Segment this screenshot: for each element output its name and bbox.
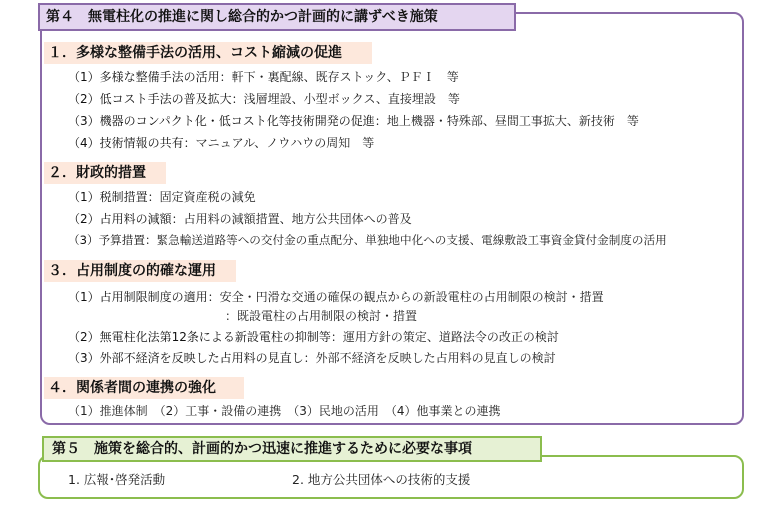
sec1-item-4: （4）技術情報の共有：マニュアル、ノウハウの周知 等 <box>68 136 375 150</box>
sec2-header: ２．財政的措置 <box>44 162 166 184</box>
sec2-item-3: （3）予算措置：緊急輸送道路等への交付金の重点配分、単独地中化への支援、電線敷設工事資金貸付金制度の活用 <box>68 233 667 247</box>
sec3-item-1-cont: ：既設電柱の占用制限の検討・措置 <box>225 309 418 323</box>
section4-title: 第４ 無電柱化の推進に関し総合的かつ計画的に講ずべき施策 <box>38 3 516 31</box>
section5-item-1: 1. 広報･啓発活動 <box>68 472 166 487</box>
sec2-item-1: （1）税制措置：固定資産税の減免 <box>68 190 256 204</box>
sec1-item-2: （2）低コスト手法の普及拡大：浅層埋設、小型ボックス、直接埋設 等 <box>68 92 460 106</box>
section5-item-2: 2. 地方公共団体への技術的支援 <box>292 472 471 487</box>
sec1-item-1: （1）多様な整備手法の活用：軒下・裏配線、既存ストック、ＰＦＩ 等 <box>68 70 459 84</box>
sec3-header: ３．占用制度の的確な運用 <box>44 260 236 282</box>
sec2-item-2: （2）占用料の減額：占用料の減額措置、地方公共団体への普及 <box>68 212 412 226</box>
sec3-item-1: （1）占用制限制度の適用：安全・円滑な交通の確保の観点からの新設電柱の占用制限の検討・措置 <box>68 290 604 304</box>
sec4-line: （1）推進体制 （2）工事・設備の連携 （3）民地の活用 （4）他事業との連携 <box>68 404 501 418</box>
sec4-header: ４．関係者間の連携の強化 <box>44 377 244 399</box>
sec3-item-3: （3）外部不経済を反映した占用料の見直し：外部不経済を反映した占用料の見直しの検討 <box>68 351 556 365</box>
sec1-item-3: （3）機器のコンパクト化・低コスト化等技術開発の促進：地上機器・特殊部、昼間工事拡大、新技術 等 <box>68 114 639 128</box>
sec1-header: １．多様な整備手法の活用、コスト縮減の促進 <box>44 42 372 64</box>
sec3-item-2: （2）無電柱化法第12条による新設電柱の抑制等：運用方針の策定、道路法令の改正の検討 <box>68 330 559 344</box>
section5-title: 第５ 施策を総合的、計画的かつ迅速に推進するために必要な事項 <box>42 436 542 462</box>
